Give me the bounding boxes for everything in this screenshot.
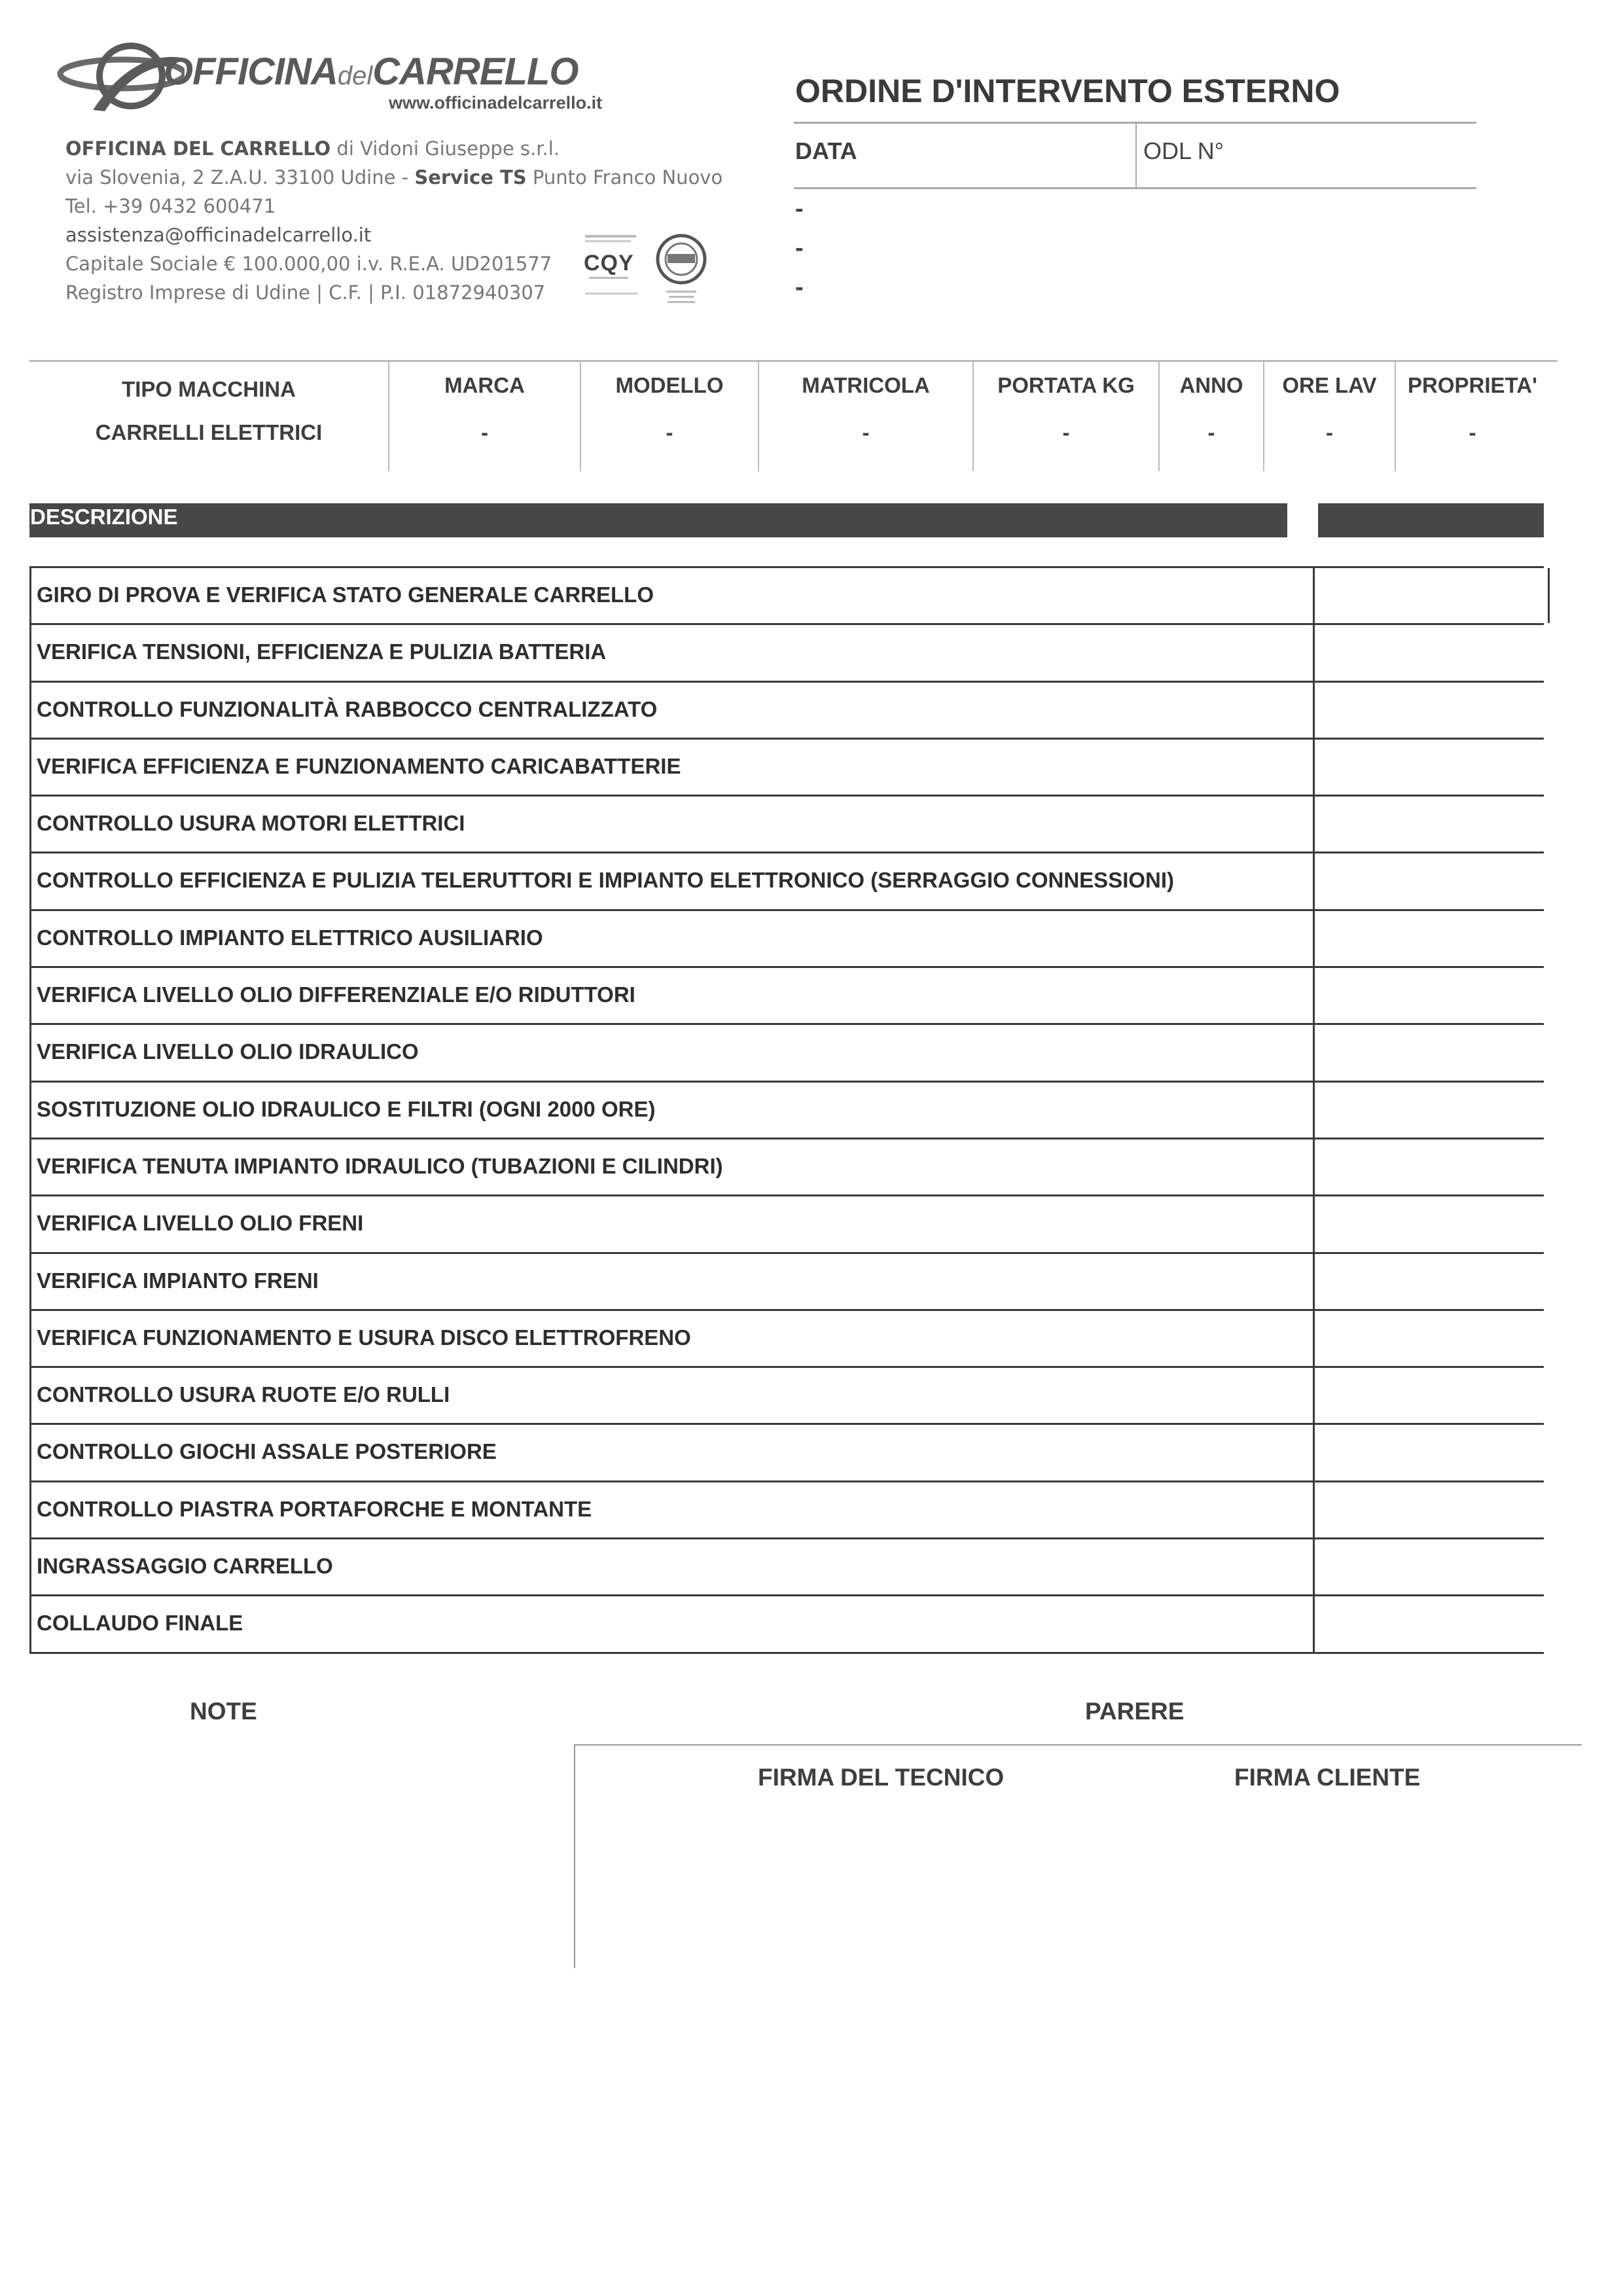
client-signature-label: FIRMA CLIENTE	[1234, 1764, 1421, 1791]
checklist-row	[29, 1254, 1544, 1311]
owner-header: PROPRIETA'	[1408, 373, 1537, 397]
quality-certification-logo: CQY	[582, 232, 640, 304]
date-label: DATA	[795, 137, 857, 164]
checklist-item-label: VERIFICA TENSIONI, EFFICIENZA E PULIZIA BATTERIA	[37, 639, 607, 664]
checklist-row	[29, 1539, 1544, 1596]
checklist-check-cell[interactable]	[1313, 568, 1550, 623]
company-capital: Capitale Sociale € 100.000,00 i.v. R.E.A. UD201577	[65, 253, 552, 275]
checklist-item-label: CONTROLLO PIASTRA PORTAFORCHE E MONTANTE	[37, 1496, 592, 1521]
brand-header: MARCA	[444, 373, 525, 397]
checklist-check-cell[interactable]	[1313, 683, 1548, 738]
year-header: ANNO	[1179, 373, 1243, 397]
description-label: DESCRIZIONE	[30, 505, 178, 529]
checklist-row	[29, 1083, 1544, 1139]
company-email[interactable]: assistenza@officinadelcarrello.it	[65, 224, 372, 246]
checklist-item-label: VERIFICA IMPIANTO FRENI	[37, 1268, 319, 1293]
checklist-row	[29, 740, 1544, 797]
checklist-item-label: CONTROLLO FUNZIONALITÀ RABBOCCO CENTRALIZZATO	[37, 696, 658, 721]
year-value[interactable]: -	[1207, 420, 1215, 444]
logo-website: www.officinadelcarrello.it	[389, 93, 603, 113]
checklist-row	[29, 1425, 1544, 1482]
checklist-item-label: VERIFICA LIVELLO OLIO FRENI	[37, 1211, 364, 1236]
checklist-check-cell[interactable]	[1313, 911, 1548, 966]
checklist-item-label: VERIFICA LIVELLO OLIO IDRAULICO	[37, 1039, 419, 1064]
capacity-header: PORTATA KG	[997, 373, 1135, 397]
company-logo	[54, 38, 643, 123]
checklist-check-cell[interactable]	[1313, 1368, 1548, 1423]
work-hours-header: ORE LAV	[1282, 373, 1377, 397]
checklist-check-cell[interactable]	[1313, 1425, 1548, 1480]
serial-number-value[interactable]: -	[862, 420, 870, 444]
brand-value[interactable]: -	[481, 420, 488, 444]
checklist-item-label: CONTROLLO USURA MOTORI ELETTRICI	[37, 811, 465, 836]
checklist-row	[29, 1025, 1544, 1082]
divider	[794, 187, 1476, 189]
machine-table-top-border	[29, 360, 1558, 362]
description-header-bar	[29, 503, 1287, 537]
serial-number-header: MATRICOLA	[802, 373, 930, 397]
checklist-row	[29, 683, 1544, 740]
checklist-row	[29, 911, 1544, 968]
checklist-check-cell[interactable]	[1313, 968, 1548, 1023]
note-label: NOTE	[190, 1698, 257, 1725]
order-field-line-1[interactable]: -	[795, 195, 804, 223]
checklist-item-label: VERIFICA EFFICIENZA E FUNZIONAMENTO CARICABATTERIE	[37, 753, 681, 778]
signature-area-top-border	[574, 1744, 1582, 1746]
capacity-value[interactable]: -	[1062, 420, 1070, 444]
checklist-row	[29, 1196, 1544, 1253]
signature-area-left-border	[574, 1744, 575, 1968]
odl-number-label: ODL N°	[1143, 137, 1224, 164]
document-title: ORDINE D'INTERVENTO ESTERNO	[795, 73, 1340, 109]
company-address: via Slovenia, 2 Z.A.U. 33100 Udine - Service TS Punto Franco Nuovo	[65, 166, 723, 188]
checklist-check-cell[interactable]	[1313, 1083, 1548, 1138]
client-signature-field[interactable]	[1152, 1806, 1558, 1950]
checklist-check-cell[interactable]	[1313, 625, 1548, 680]
technician-signature-field[interactable]	[700, 1806, 1119, 1950]
checklist-check-cell[interactable]	[1313, 1196, 1548, 1251]
logo-wordmark: OFFICINAdelCARRELLO	[164, 50, 579, 93]
machine-type-header: TIPO MACCHINA	[122, 377, 296, 401]
checklist-row	[29, 968, 1544, 1025]
company-phone: Tel. +39 0432 600471	[65, 195, 276, 217]
checklist-row	[29, 853, 1544, 910]
checklist-item-label: COLLAUDO FINALE	[37, 1611, 243, 1636]
order-field-line-3[interactable]: -	[795, 274, 804, 301]
checklist-check-cell[interactable]	[1313, 1596, 1548, 1651]
checklist-check-cell[interactable]	[1313, 1025, 1548, 1080]
machine-type-value: CARRELLI ELETTRICI	[95, 420, 323, 444]
checklist-check-cell[interactable]	[1313, 797, 1548, 852]
checklist-item-label: VERIFICA TENUTA IMPIANTO IDRAULICO (TUBAZIONI E CILINDRI)	[37, 1153, 723, 1178]
checklist-check-cell[interactable]	[1313, 1539, 1548, 1594]
checklist-item-label: CONTROLLO EFFICIENZA E PULIZIA TELERUTTORI E IMPIANTO ELETTRONICO (SERRAGGIO CONNESSIONI)	[37, 868, 1175, 893]
checklist-item-label: VERIFICA LIVELLO OLIO DIFFERENZIALE E/O RIDUTTORI	[37, 982, 635, 1007]
checklist-item-label: CONTROLLO USURA RUOTE E/O RULLI	[37, 1382, 450, 1407]
checklist-item-label: CONTROLLO GIOCHI ASSALE POSTERIORE	[37, 1439, 497, 1464]
checklist-row	[29, 797, 1544, 853]
owner-value[interactable]: -	[1469, 420, 1476, 444]
company-registry: Registro Imprese di Udine | C.F. | P.I. 01872940307	[65, 281, 546, 304]
model-value[interactable]: -	[666, 420, 673, 444]
checklist-item-label: INGRASSAGGIO CARRELLO	[37, 1554, 333, 1579]
checklist-row	[29, 568, 1544, 625]
checklist-item-label: GIRO DI PROVA E VERIFICA STATO GENERALE CARRELLO	[37, 583, 654, 607]
notes-field[interactable]	[29, 1741, 560, 1957]
checklist-check-cell[interactable]	[1313, 740, 1548, 795]
checklist-row	[29, 1596, 1544, 1653]
checklist-row	[29, 1368, 1544, 1425]
technician-signature-label: FIRMA DEL TECNICO	[758, 1764, 1005, 1791]
checklist-check-cell[interactable]	[1313, 1254, 1548, 1309]
checklist-item-label: VERIFICA FUNZIONAMENTO E USURA DISCO ELETTROFRENO	[37, 1325, 691, 1350]
checklist-row	[29, 1139, 1544, 1196]
checklist-item-label: SOSTITUZIONE OLIO IDRAULICO E FILTRI (OGNI 2000 ORE)	[37, 1096, 656, 1121]
certification-seal-icon	[653, 233, 709, 310]
checklist-check-cell[interactable]	[1313, 853, 1548, 908]
company-name-line: OFFICINA DEL CARRELLO di Vidoni Giuseppe s.r.l.	[65, 137, 560, 160]
check-column-header-bar	[1318, 503, 1544, 537]
checklist-row	[29, 625, 1544, 682]
checklist-item-label: CONTROLLO IMPIANTO ELETTRICO AUSILIARIO	[37, 925, 543, 950]
checklist-check-cell[interactable]	[1313, 1311, 1548, 1366]
model-header: MODELLO	[615, 373, 724, 397]
order-field-line-2[interactable]: -	[795, 234, 804, 262]
checklist-row	[29, 1482, 1544, 1539]
divider	[1135, 124, 1137, 187]
opinion-label: PARERE	[1085, 1698, 1185, 1725]
work-hours-value[interactable]: -	[1326, 420, 1333, 444]
checklist-row	[29, 1311, 1544, 1368]
checklist-check-cell[interactable]	[1313, 1139, 1548, 1194]
checklist-check-cell[interactable]	[1313, 1482, 1548, 1537]
maintenance-checklist	[29, 566, 1544, 1654]
